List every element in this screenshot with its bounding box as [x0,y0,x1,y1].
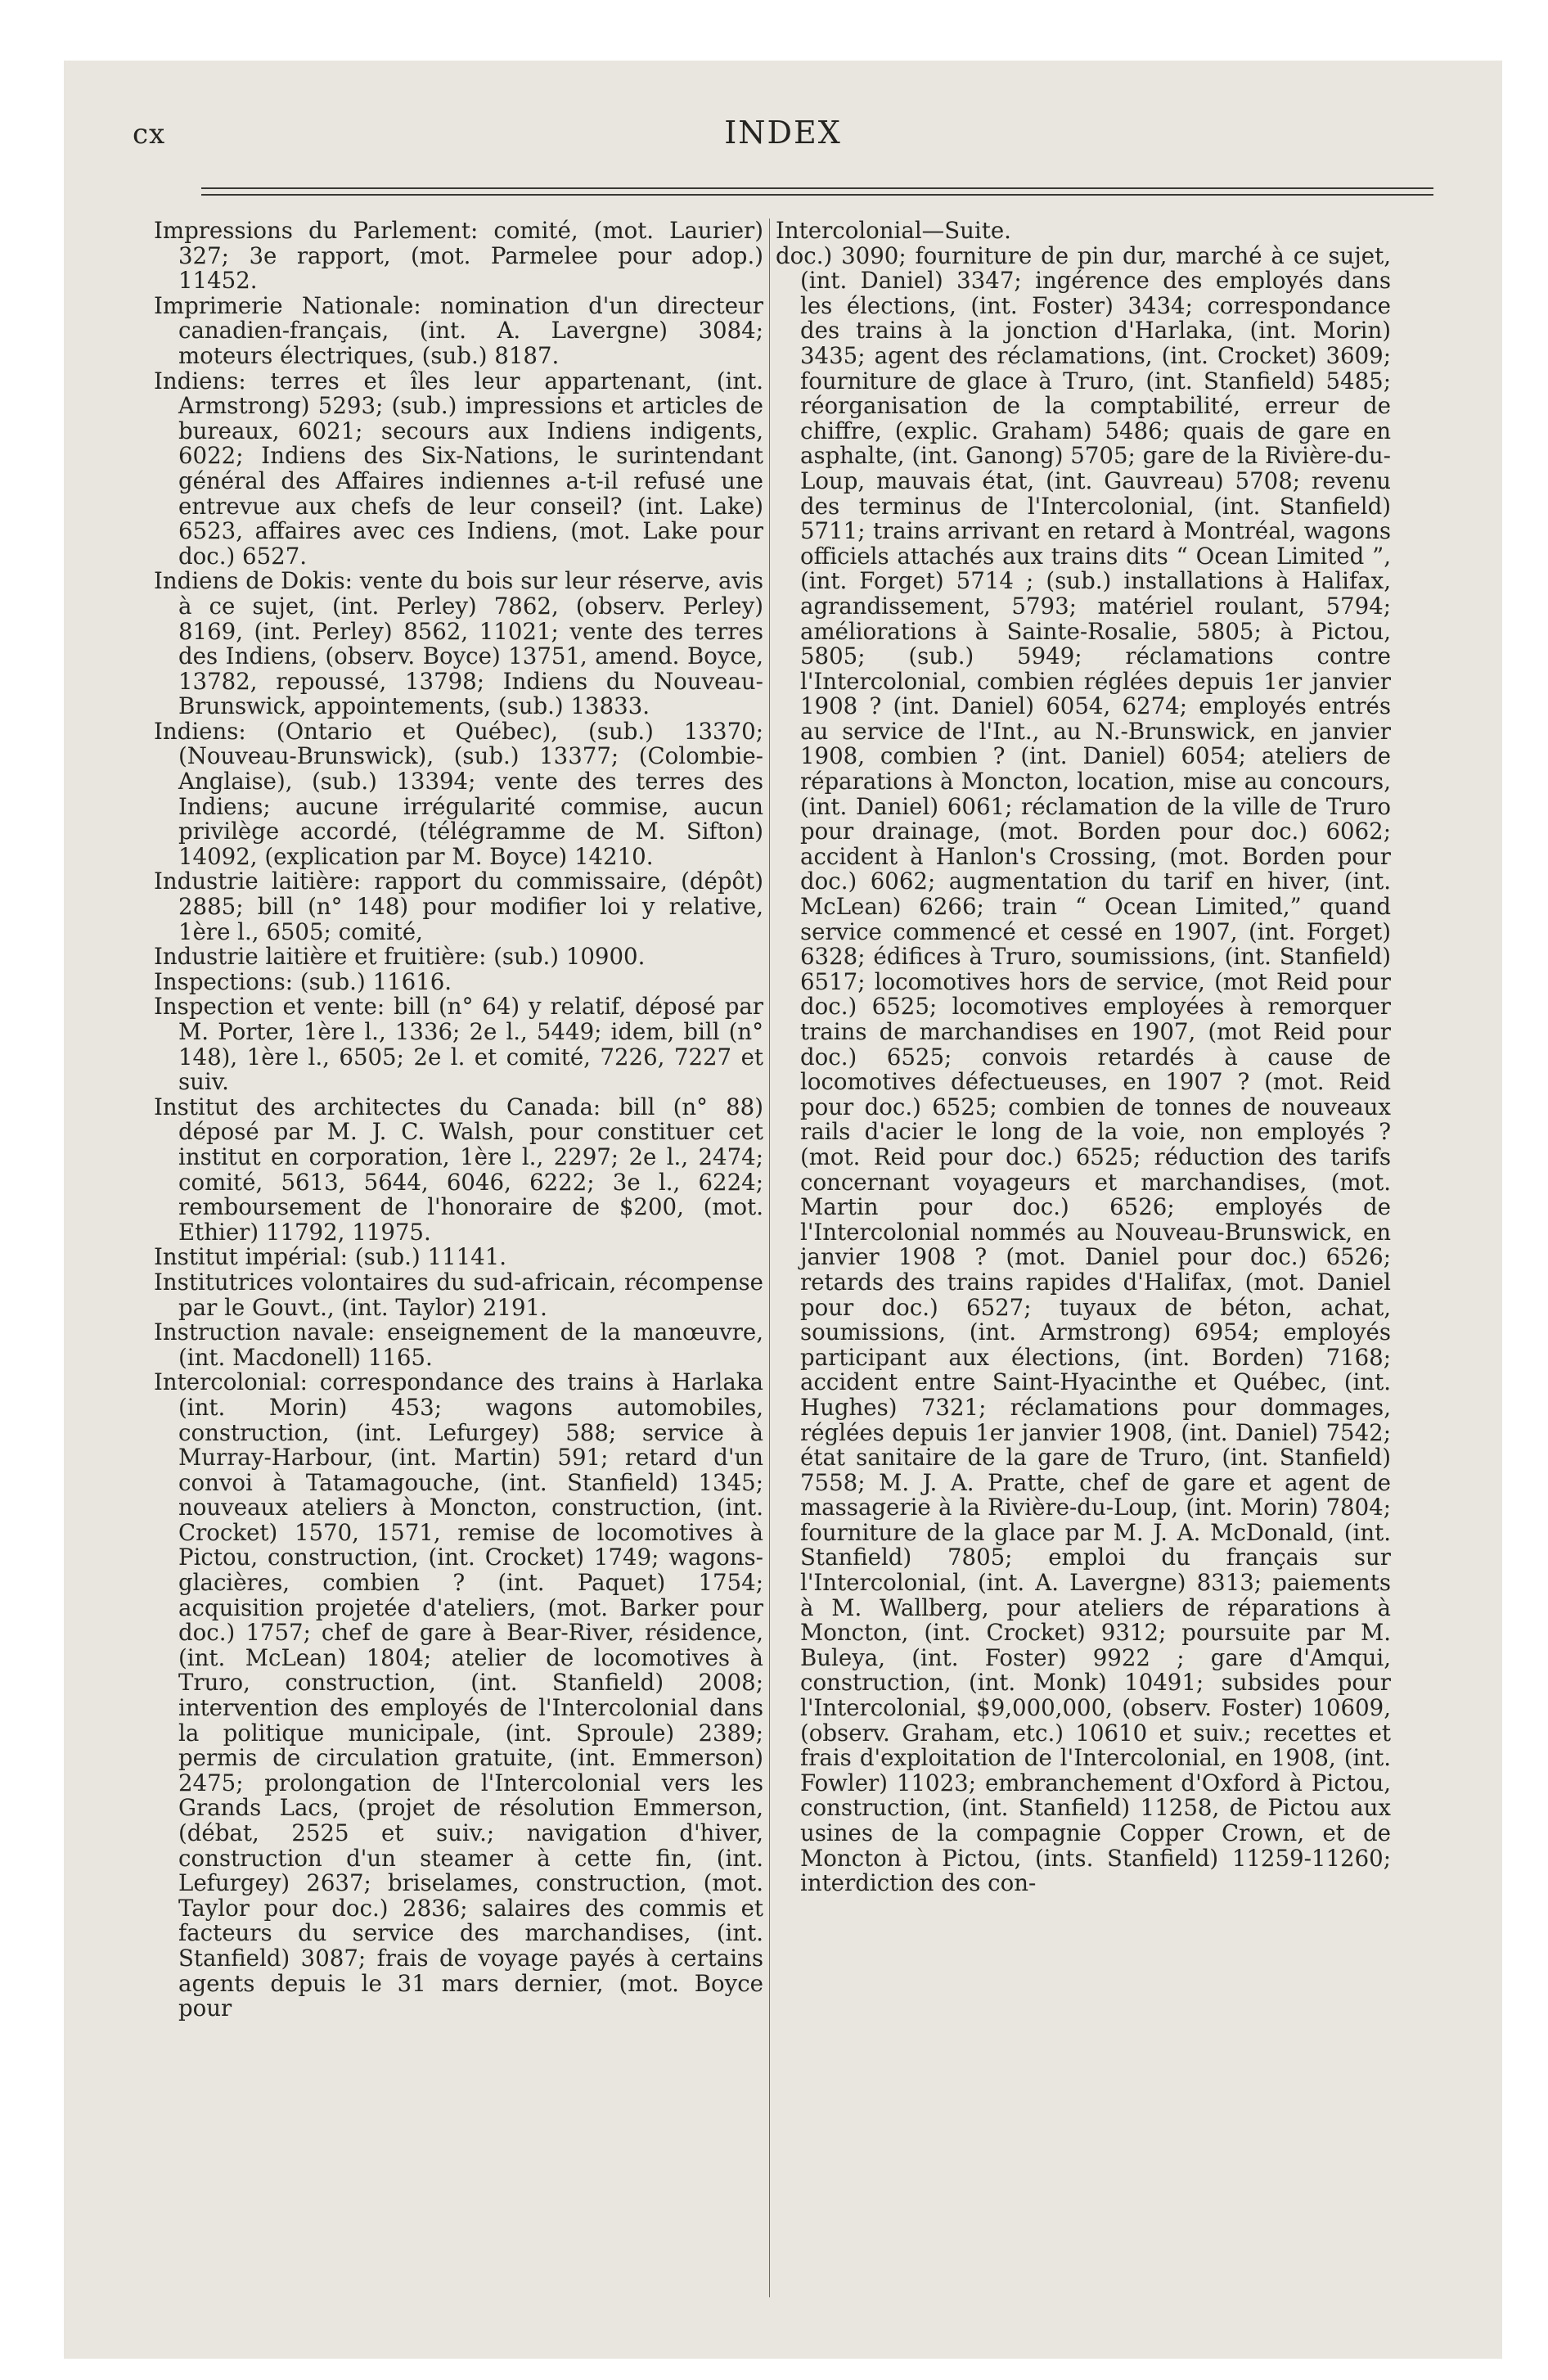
page-title: INDEX [724,115,842,151]
header-rule-bottom [201,194,1433,196]
index-entry: Industrie laitière: rapport du commissaire, (dépôt) 2885; bill (n° 148) pour modifier loi y relative, 1ère l., 6505; comité, [154,868,763,945]
index-entry: Industrie laitière et fruitière: (sub.) 10900. [154,943,646,971]
index-entry: doc.) 3090; fourniture de pin dur, marché à ce sujet, (int. Daniel) 3347; ingérence des employés dans les élections, (int. Foster) 3434; correspondance des trains à la jonction d'Harlaka, (int. Morin) 3435; agent des réclamations, (int. Crocket) 3609; fourniture de glace à Truro, (int. Stanfield) 5485; réorganisation de la comptabilité, erreur de chiffre, (explic. Graham) 5486; quais de gare en asphalte, (int. Ganong) 5705; gare de la Rivière-du-Loup, mauvais état, (int. Gauvreau) 5708; revenu des terminus de l'Intercolonial, (int. Stanfield) 5711; trains arrivant en retard à Montréal, wagons officiels attachés aux trains dits “ Ocean Limited ”, (int. Forget) 5714 ; (sub.) installations à Halifax, agrandissement, 5793; matériel roulant, 5794; améliorations à Sainte-Rosalie, 5805; à Pictou, 5805; (sub.) 5949; réclamations contre l'Intercolonial, combien réglées depuis 1er janvier 1908 ? (int. Daniel) 6054, 6274; employés entrés au service de l'Int., au N.-Brunswick, en janvier 1908, combien ? (int. Daniel) 6054; ateliers de réparations à Moncton, location, mise au concours, (int. Daniel) 6061; réclamation de la ville de Truro pour drainage, (mot. Borden pour doc.) 6062; accident à Hanlon's Crossing, (mot. Borden pour doc.) 6062; augmentation du tarif en hiver, (int. McLean) 6266; train “ Ocean Limited,” quand service commencé et cessé en 1907, (int. Forget) 6328; édifices à Truro, soumissions, (int. Stanfield) 6517; locomotives hors de service, (mot Reid pour doc.) 6525; locomotives employées à remorquer trains de marchandises en 1907, (mot Reid pour doc.) 6525; convois retardés à cause de locomotives défectueuses, en 1907 ? (mot. Reid pour doc.) 6525; combien de tonnes de nouveaux rails d'acier le long de la voie, non employés ? (mot. Reid pour doc.) 6525; réduction des tarifs concernant voyageurs et marchandises, (mot. Martin pour doc.) 6526; employés de l'Intercolonial nommés au Nouveau-Brunswick, en janvier 1908 ? (mot. Daniel pour doc.) 6526; retards des trains rapides d'Halifax, (mot. Daniel pour doc.) 6527; tuyaux de béton, achat, soumissions, (int. Armstrong) 6954; employés participant aux élections, (int. Borden) 7168; accident entre Saint-Hyacinthe et Québec, (int. Hughes) 7321; réclamations pour dommages, réglées depuis 1er janvier 1908, (int. Daniel) 7542; état sanitaire de la gare de Truro, (int. Stanfield) 7558; M. J. A. Pratte, chef de gare et agent de massagerie à la Rivière-du-Loup, (int. Morin) 7804; fourniture de la glace par M. J. A. McDonald, (int. Stanfield) 7805; emploi du français sur l'Intercolonial, (int. A. Lavergne) 8313; paiements à M. Wallberg, pour ateliers de réparations à Moncton, (int. Crocket) 9312; poursuite par M. Buleya, (int. Foster) 9922 ; gare d'Amqui, construction, (int. Monk) 10491; subsides pour l'Intercolonial, $9,000,000, (observ. Foster) 10609, (observ. Graham, etc.) 10610 et suiv.; recettes et frais d'exploitation de l'Intercolonial, en 1908, (int. Fowler) 11023; embranchement d'Oxford à Pictou, construction, (int. Stanfield) 11258, de Pictou aux usines de la compagnie Copper Crown, et de Moncton à Pictou, (ints. Stanfield) 11259-11260; interdiction des con- [776,241,1391,1897]
index-entry: Institut des architectes du Canada: bill (n° 88) déposé par M. J. C. Walsh, pour constituer cet institut en corporation, 1ère l., 2297; 2e l., 2474; comité, 5613, 5644, 6046, 6222; 3e l., 6224; remboursement de l'honoraire de $200, (mot. Ethier) 11792, 11975. [154,1093,763,1246]
index-entry: Imprimerie Nationale: nomination d'un directeur canadien-français, (int. A. Lavergne) 3084; moteurs électriques, (sub.) 8187. [154,291,763,369]
scanned-page [64,61,1502,2359]
index-entry: Institut impérial: (sub.) 11141. [154,1243,507,1271]
page-number: cx [133,118,166,151]
index-entry: Indiens: terres et îles leur appartenant, (int. Armstrong) 5293; (sub.) impressions et articles de bureaux, 6021; secours aux Indiens indigents, 6022; Indiens des Six-Nations, le surintendant général des Affaires indiennes a-t-il refusé une entrevue aux chefs de leur conseil? (int. Lake) 6523, affaires avec ces Indiens, (mot. Lake pour doc.) 6527. [154,367,763,570]
header-rule-top [201,187,1433,189]
index-entry: Indiens de Dokis: vente du bois sur leur réserve, avis à ce sujet, (int. Perley) 7862, (observ. Perley) 8169, (int. Perley) 8562, 11021; vente des terres des Indiens, (observ. Boyce) 13751, amend. Boyce, 13782, repoussé, 13798; Indiens du Nouveau-Brunswick, appointements, (sub.) 13833. [154,567,763,720]
column-divider [769,219,770,2297]
index-entry: Intercolonial: correspondance des trains à Harlaka (int. Morin) 453; wagons automobiles, construction, (int. Lefurgey) 588; service à Murray-Harbour, (int. Martin) 591; retard d'un convoi à Tatamagouche, (int. Stanfield) 1345; nouveaux ateliers à Moncton, construction, (int. Crocket) 1570, 1571, remise de locomotives à Pictou, construction, (int. Crocket) 1749; wagons-glacières, combien ? (int. Paquet) 1754; acquisition projetée d'ateliers, (mot. Barker pour doc.) 1757; chef de gare à Bear-River, résidence, (int. McLean) 1804; atelier de locomotives à Truro, construction, (int. Stanfield) 2008; intervention des employés de l'Intercolonial dans la politique municipale, (int. Sproule) 2389; permis de circulation gratuite, (int. Emmerson) 2475; prolongation de l'Intercolonial vers les Grands Lacs, (projet de résolution Emmerson, (débat, 2525 et suiv.; navigation d'hiver, construction d'un steamer à cette fin, (int. Lefurgey) 2637; briselames, construction, (mot. Taylor pour doc.) 2836; salaires des commis et facteurs du service des marchandises, (int. Stanfield) 3087; frais de voyage payés à certains agents depuis le 31 mars dernier, (mot. Boyce pour [154,1368,763,2022]
right-column [776,219,1391,1896]
continuation-heading: Intercolonial—Suite. [776,217,1011,244]
index-entry: Institutrices volontaires du sud-africain, récompense par le Gouvt., (int. Taylor) 2191. [154,1268,763,1321]
index-entry: Impressions du Parlement: comité, (mot. Laurier) 327; 3e rapport, (mot. Parmelee pour adop.) 11452. [154,217,763,295]
left-column [154,219,763,2022]
index-entry: Inspection et vente: bill (n° 64) y relatif, déposé par M. Porter, 1ère l., 1336; 2e l., 5449; idem, bill (n° 148), 1ère l., 6505; 2e l. et comité, 7226, 7227 et suiv. [154,993,763,1096]
index-entry: Indiens: (Ontario et Québec), (sub.) 13370; (Nouveau-Brunswick), (sub.) 13377; (Colombie-Anglaise), (sub.) 13394; vente des terres des Indiens; aucune irrégularité commise, aucun privilège accordé, (télégramme de M. Sifton) 14092, (explication par M. Boyce) 14210. [154,717,763,870]
index-entry: Instruction navale: enseignement de la manœuvre, (int. Macdonell) 1165. [154,1318,763,1371]
index-entry: Inspections: (sub.) 11616. [154,967,452,995]
